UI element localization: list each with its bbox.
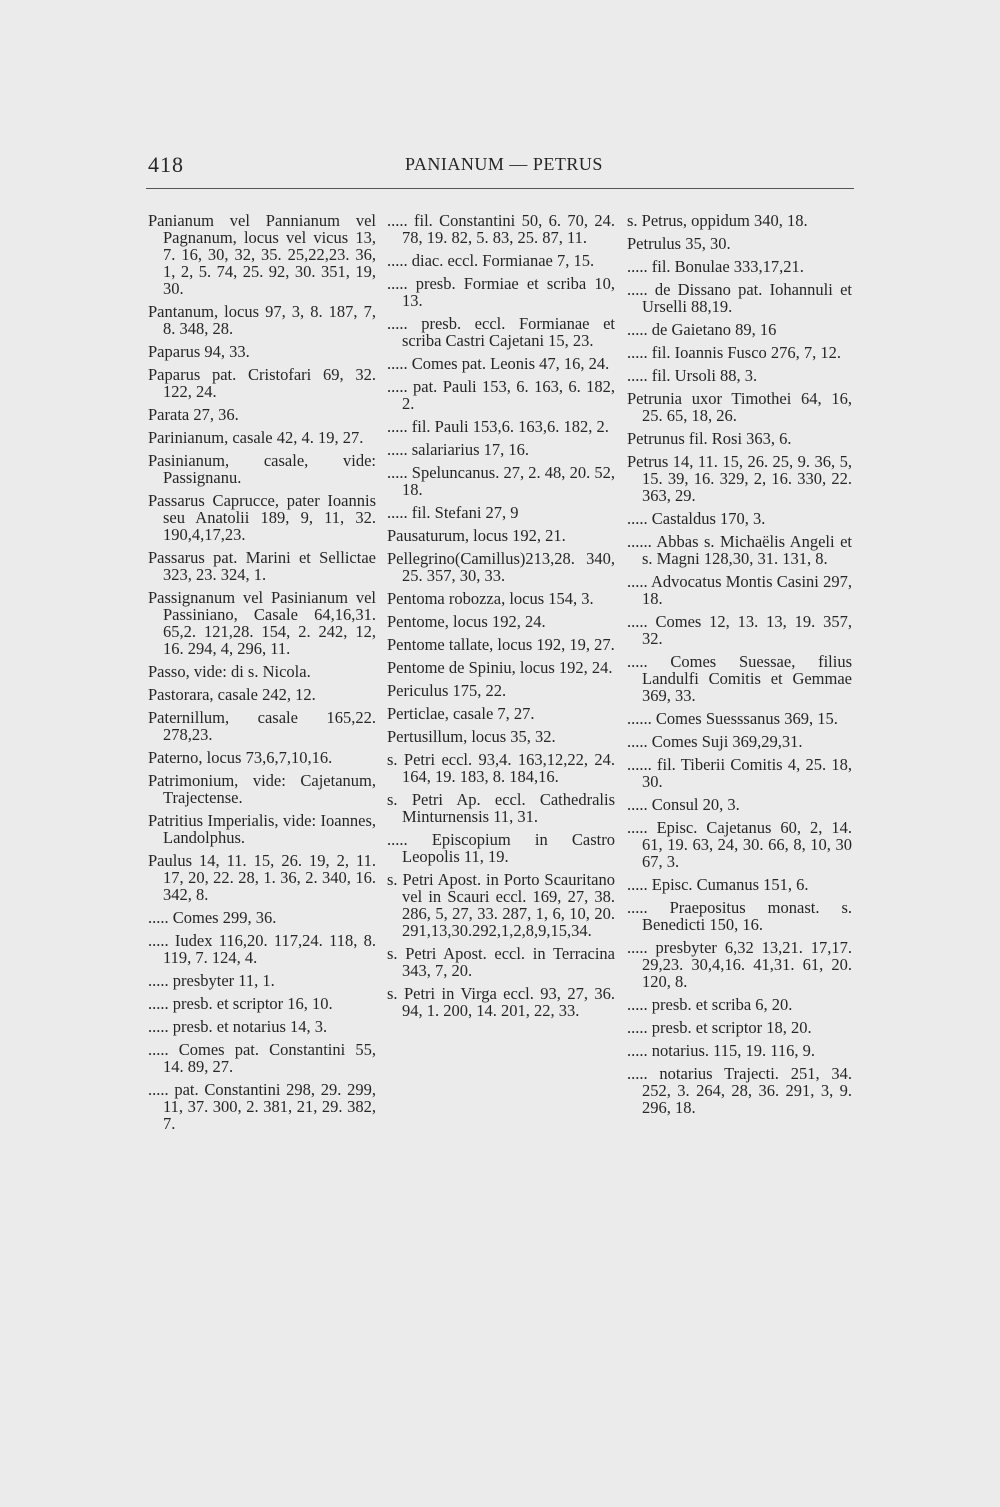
- index-entry: ..... Comes Suji 369,29,31.: [627, 732, 803, 751]
- index-entry: ..... de Dissano pat. Iohannuli et Urselli 88,19.: [627, 280, 852, 316]
- index-entry: Pausaturum, locus 192, 21.: [387, 526, 566, 545]
- index-entry: ..... fil. Pauli 153,6. 163,6. 182, 2.: [387, 417, 609, 436]
- index-entry: Petrunia uxor Timothei 64, 16, 25. 65, 18, 26.: [627, 389, 852, 425]
- index-entry: Pellegrino(Camillus)213,28. 340, 25. 357, 30, 33.: [387, 549, 615, 585]
- index-entry: ..... presb. et scriba 6, 20.: [627, 995, 793, 1014]
- index-entry: ..... notarius Trajecti. 251, 34. 252, 3. 264, 28, 36. 291, 3, 9. 296, 18.: [627, 1064, 852, 1117]
- index-entry: Pentome, locus 192, 24.: [387, 612, 546, 631]
- index-entry: ..... Episc. Cajetanus 60, 2, 14. 61, 19. 63, 24, 30. 66, 8, 10, 30 67, 3.: [627, 818, 852, 871]
- index-entry: Paparus 94, 33.: [148, 342, 250, 361]
- index-entry: Passo, vide: di s. Nicola.: [148, 662, 311, 681]
- index-entry: ..... fil. Ioannis Fusco 276, 7, 12.: [627, 343, 842, 362]
- header-rule: [146, 188, 854, 189]
- index-entry: ..... fil. Ursoli 88, 3.: [627, 366, 758, 385]
- index-entry: Pentome tallate, locus 192, 19, 27.: [387, 635, 615, 654]
- index-entry: Passignanum vel Pasinianum vel Passiniano, Casale 64,16,31. 65,2. 121,28. 154, 2. 242, 12, 16. 294, 4, 296, 11.: [148, 588, 376, 658]
- index-entry: ..... salariarius 17, 16.: [387, 440, 530, 459]
- index-entry: ..... Praepositus monast. s. Benedicti 150, 16.: [627, 898, 852, 934]
- index-entry: ..... Comes pat. Constantini 55, 14. 89, 27.: [148, 1040, 376, 1076]
- index-entry: ..... presbyter 11, 1.: [148, 971, 275, 990]
- index-entry: Patrimonium, vide: Cajetanum, Trajectense.: [148, 771, 376, 807]
- index-entry: ...... fil. Tiberii Comitis 4, 25. 18, 30.: [627, 755, 852, 791]
- index-entry: Pastorara, casale 242, 12.: [148, 685, 316, 704]
- index-column-2: [387, 212, 615, 1025]
- index-entry: ..... Comes 12, 13. 13, 19. 357, 32.: [627, 612, 852, 648]
- index-entry: ..... Comes 299, 36.: [148, 908, 277, 927]
- index-entry: ..... presbyter 6,32 13,21. 17,17. 29,23. 30,4,16. 41,31. 61, 20. 120, 8.: [627, 938, 852, 991]
- index-entry: Paparus pat. Cristofari 69, 32. 122, 24.: [148, 365, 376, 401]
- index-entry: ..... notarius. 115, 19. 116, 9.: [627, 1041, 816, 1060]
- index-entry: s. Petri Apost. in Porto Scauritano vel in Scauri eccl. 169, 27, 38. 286, 5, 27, 33. 287, 1, 6, 10, 20. 291,13,30.292,1,2,8,9,15,34.: [387, 870, 615, 940]
- index-column-1: [148, 212, 376, 1138]
- index-entry: ..... Speluncanus. 27, 2. 48, 20. 52, 18.: [387, 463, 615, 499]
- index-entry: ..... fil. Bonulae 333,17,21.: [627, 257, 804, 276]
- index-entry: ...... Abbas s. Michaëlis Angeli et s. Magni 128,30, 31. 131, 8.: [627, 532, 852, 568]
- index-entry: ..... Castaldus 170, 3.: [627, 509, 766, 528]
- index-entry: Petrulus 35, 30.: [627, 234, 731, 253]
- index-entry: ..... presb. eccl. Formianae et scriba Castri Cajetani 15, 23.: [387, 314, 615, 350]
- page-number: 418: [148, 152, 184, 177]
- index-entry: Pentoma robozza, locus 154, 3.: [387, 589, 594, 608]
- index-entry: ..... fil. Constantini 50, 6. 70, 24. 78, 19. 82, 5. 83, 25. 87, 11.: [387, 211, 615, 247]
- index-entry: ..... pat. Pauli 153, 6. 163, 6. 182, 2.: [387, 377, 615, 413]
- index-entry: Petrunus fil. Rosi 363, 6.: [627, 429, 792, 448]
- index-entry: ..... fil. Stefani 27, 9: [387, 503, 519, 522]
- index-entry: Paterno, locus 73,6,7,10,16.: [148, 748, 333, 767]
- index-entry: Passarus Caprucce, pater Ioannis seu Anatolii 189, 9, 11, 32. 190,4,17,23.: [148, 491, 376, 544]
- index-entry: Patritius Imperialis, vide: Ioannes, Landolphus.: [148, 811, 376, 847]
- index-entry: ..... pat. Constantini 298, 29. 299, 11, 37. 300, 2. 381, 21, 29. 382, 7.: [148, 1080, 376, 1133]
- index-entry: Pasinianum, casale, vide: Passignanu.: [148, 451, 376, 487]
- index-entry: Paternillum, casale 165,22. 278,23.: [148, 708, 376, 744]
- index-entry: ..... Consul 20, 3.: [627, 795, 740, 814]
- index-entry: ..... presb. Formiae et scriba 10, 13.: [387, 274, 615, 310]
- index-column-3: [627, 212, 852, 1122]
- index-entry: s. Petrus, oppidum 340, 18.: [627, 211, 808, 230]
- index-entry: s. Petri eccl. 93,4. 163,12,22, 24. 164, 19. 183, 8. 184,16.: [387, 750, 615, 786]
- index-entry: s. Petri in Virga eccl. 93, 27, 36. 94, 1. 200, 14. 201, 22, 33.: [387, 984, 615, 1020]
- index-entry: Passarus pat. Marini et Sellictae 323, 23. 324, 1.: [148, 548, 376, 584]
- index-entry: Petrus 14, 11. 15, 26. 25, 9. 36, 5, 15. 39, 16. 329, 2, 16. 330, 22. 363, 29.: [627, 452, 852, 505]
- index-entry: ..... Episcopium in Castro Leopolis 11, 19.: [387, 830, 615, 866]
- index-entry: Parinianum, casale 42, 4. 19, 27.: [148, 428, 364, 447]
- index-entry: ..... Comes Suessae, filius Landulfi Comitis et Gemmae 369, 33.: [627, 652, 852, 705]
- index-entry: Periculus 175, 22.: [387, 681, 507, 700]
- index-entry: Perticlae, casale 7, 27.: [387, 704, 535, 723]
- index-entry: Pentome de Spiniu, locus 192, 24.: [387, 658, 613, 677]
- index-entry: ...... Comes Suesssanus 369, 15.: [627, 709, 838, 728]
- index-entry: s. Petri Apost. eccl. in Terracina 343, 7, 20.: [387, 944, 615, 980]
- index-entry: Pantanum, locus 97, 3, 8. 187, 7, 8. 348, 28.: [148, 302, 376, 338]
- index-entry: ..... Episc. Cumanus 151, 6.: [627, 875, 809, 894]
- index-entry: ..... presb. et scriptor 18, 20.: [627, 1018, 812, 1037]
- index-entry: ..... Advocatus Montis Casini 297, 18.: [627, 572, 852, 608]
- index-entry: ..... Comes pat. Leonis 47, 16, 24.: [387, 354, 610, 373]
- index-entry: ..... presb. et scriptor 16, 10.: [148, 994, 333, 1013]
- index-entry: ..... presb. et notarius 14, 3.: [148, 1017, 328, 1036]
- index-entry: Pertusillum, locus 35, 32.: [387, 727, 556, 746]
- index-entry: Paulus 14, 11. 15, 26. 19, 2, 11. 17, 20, 22. 28, 1. 36, 2. 340, 16. 342, 8.: [148, 851, 376, 904]
- index-entry: ..... Iudex 116,20. 117,24. 118, 8. 119, 7. 124, 4.: [148, 931, 376, 967]
- index-entry: Panianum vel Pannianum vel Pagnanum, locus vel vicus 13, 7. 16, 30, 32, 35. 25,22,23. 36, 1, 2, 5. 74, 25. 92, 30. 351, 19, 30.: [148, 211, 376, 298]
- index-entry: ..... de Gaietano 89, 16: [627, 320, 777, 339]
- index-entry: Parata 27, 36.: [148, 405, 239, 424]
- index-entry: ..... diac. eccl. Formianae 7, 15.: [387, 251, 595, 270]
- running-head: PANIANUM — PETRUS: [405, 154, 603, 174]
- index-entry: s. Petri Ap. eccl. Cathedralis Minturnensis 11, 31.: [387, 790, 615, 826]
